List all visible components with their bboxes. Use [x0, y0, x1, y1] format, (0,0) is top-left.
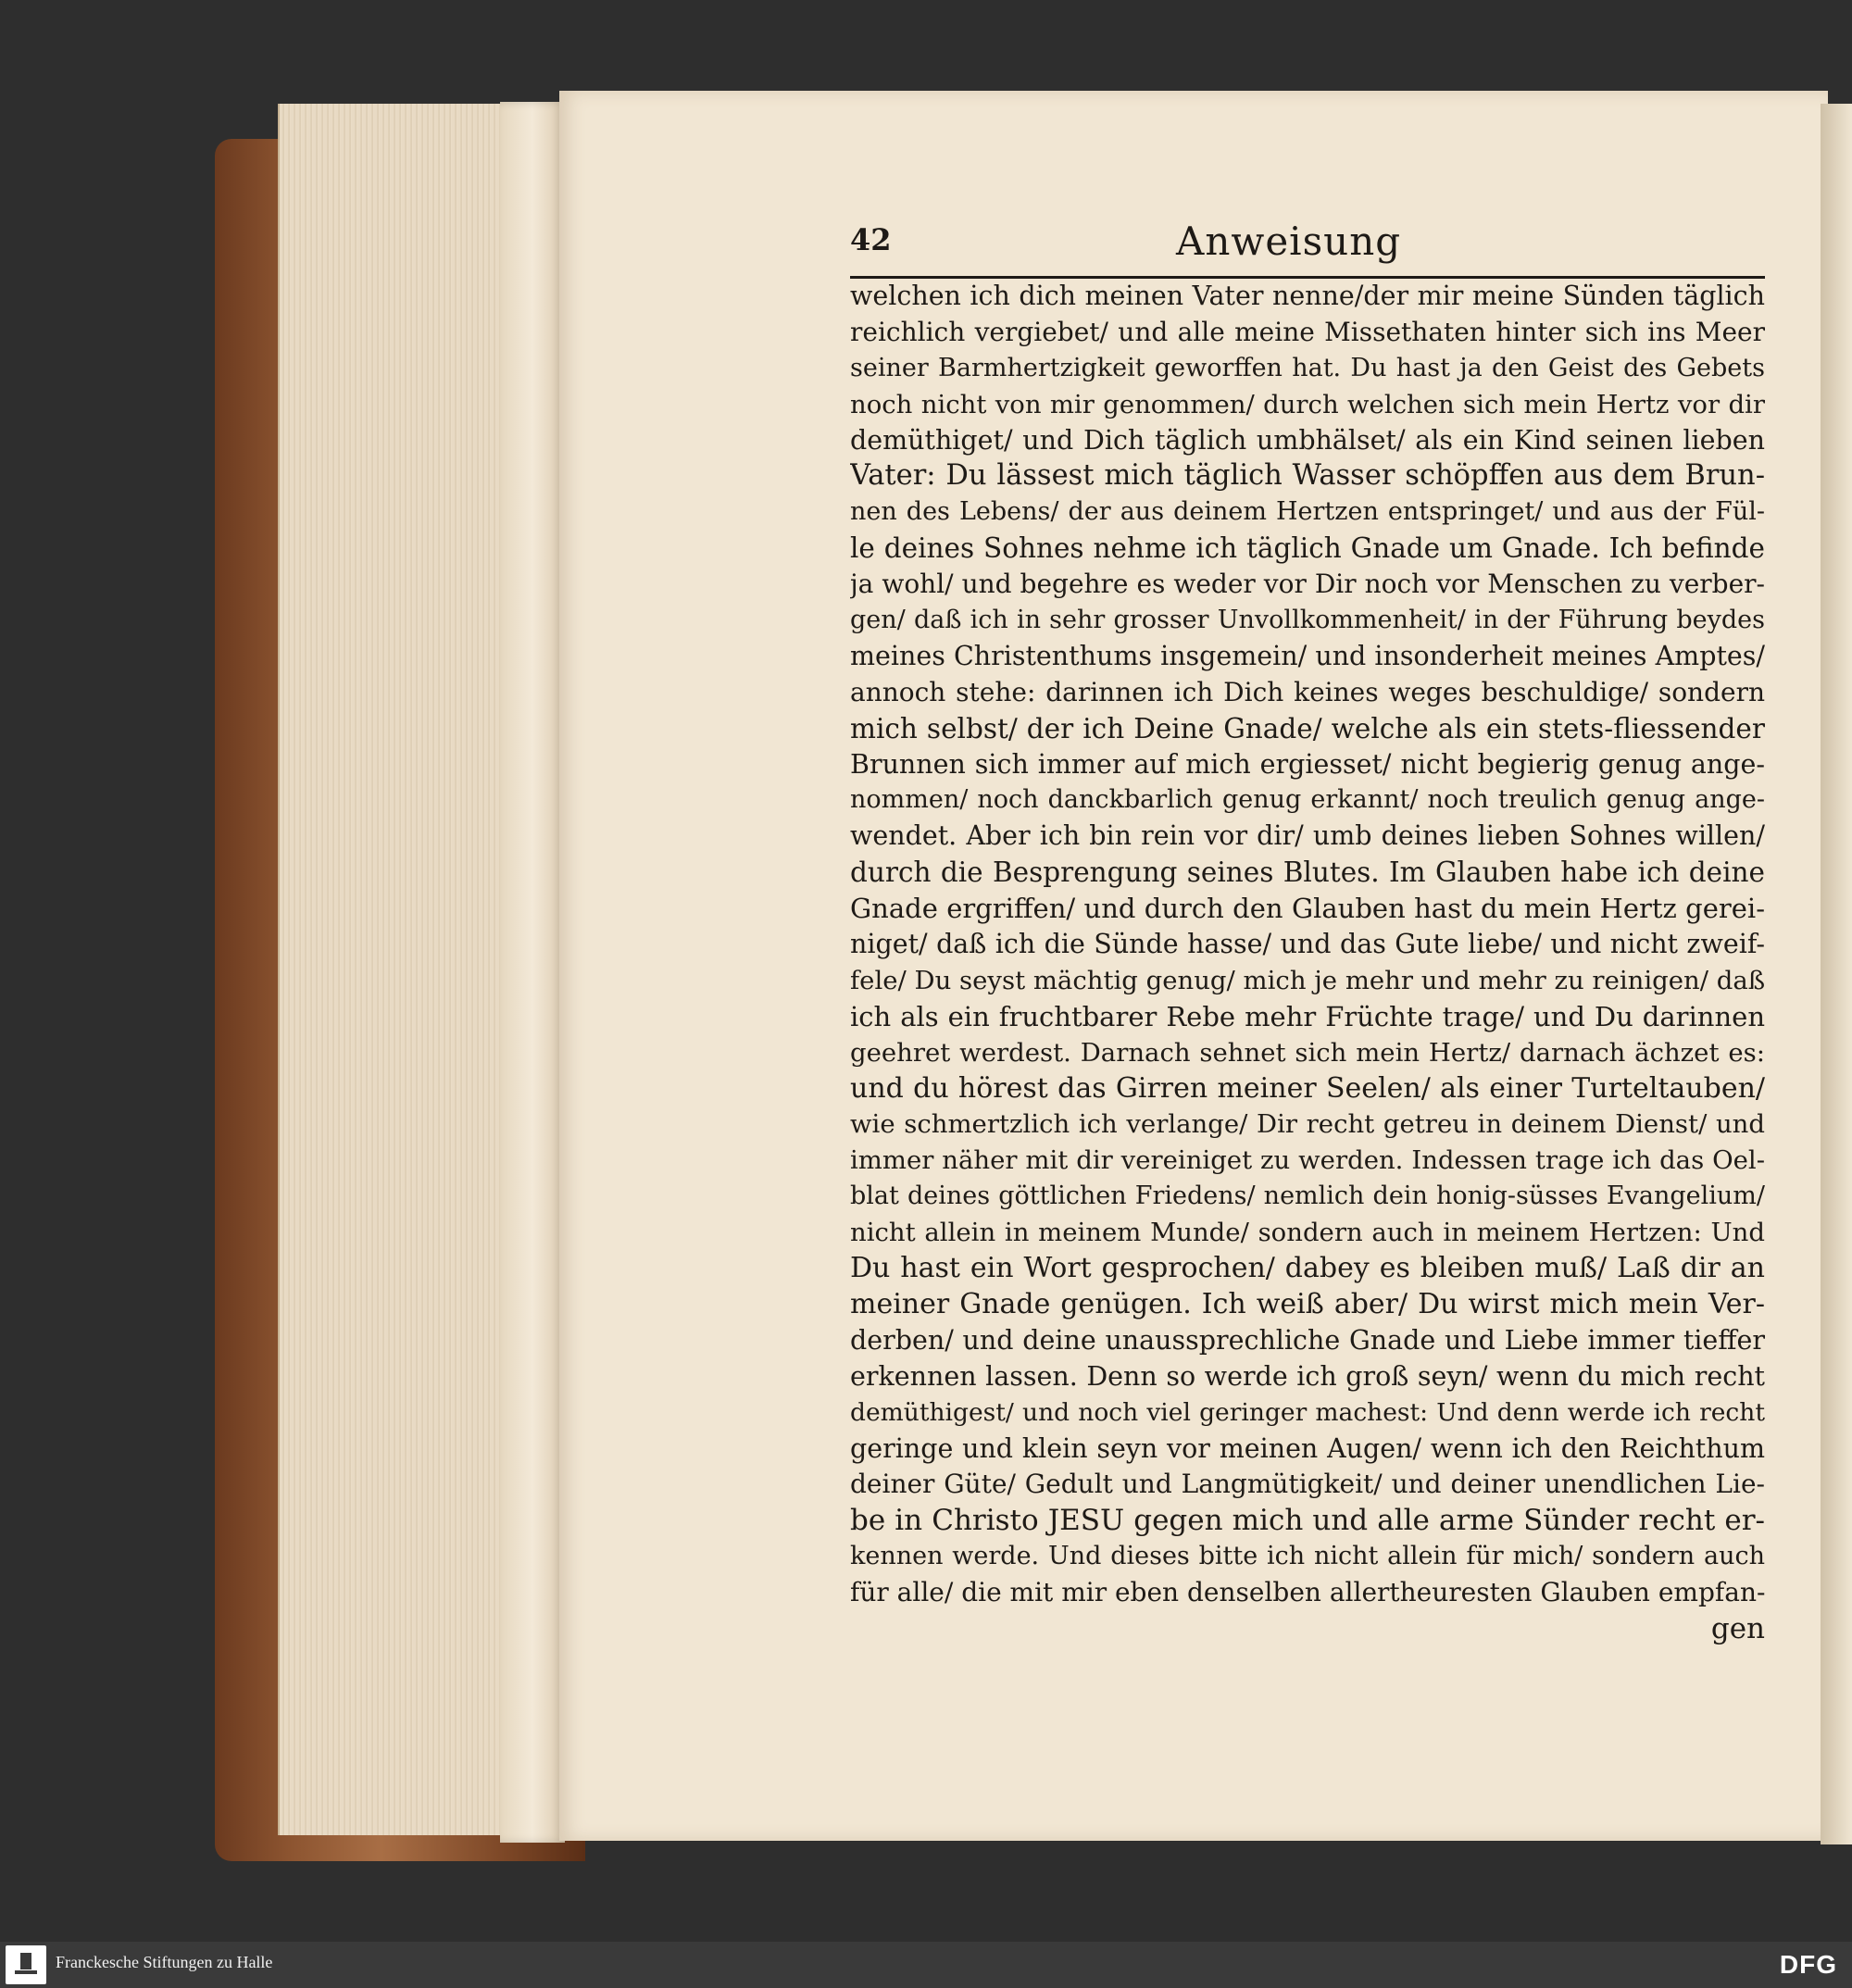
text-line: ich als ein fruchtbarer Rebe mehr Früchte trage/ und Du darinnen [850, 1000, 1765, 1032]
text-line: durch die Besprengung seines Blutes. Im Glauben habe ich deine [850, 856, 1765, 889]
text-line: gen/ daß ich in sehr grosser Unvollkommenheit/ in der Führung beydes [850, 606, 1765, 635]
institution-name: Franckesche Stiftungen zu Halle [56, 1953, 273, 1971]
text-line: blat deines göttlichen Friedens/ nemlich dein honig-süsses Evangelium/ [850, 1182, 1765, 1211]
text-line: wie schmertzlich ich verlange/ Dir recht getreu in deinem Dienst/ und [850, 1109, 1765, 1140]
page-text-block [850, 219, 1765, 1646]
text-line: Vater: Du lässest mich täglich Wasser schöpffen aus dem Brun- [850, 459, 1765, 493]
gutter-fold [500, 102, 565, 1843]
text-line: Brunnen sich immer auf mich ergiesset/ nicht begierig genug ange- [850, 748, 1765, 780]
text-line: be in Christo JESU gegen mich und alle arme Sünder recht er- [850, 1504, 1765, 1538]
text-line: reichlich vergiebet/ und alle meine Missethaten hinter sich ins Meer [850, 316, 1765, 347]
text-line: demüthigest/ und noch viel geringer machest: Und denn werde ich recht [850, 1397, 1765, 1427]
text-line: geehret werdest. Darnach sehnet sich mein Hertz/ darnach ächzet es: [850, 1037, 1765, 1068]
text-line: derben/ und deine unaussprechliche Gnade und Liebe immer tieffer [850, 1324, 1765, 1356]
text-line: meines Christenthums insgemein/ und insonderheit meines Amptes/ [850, 640, 1765, 671]
text-line: annoch stehe: darinnen ich Dich keines weges beschuldige/ sondern [850, 676, 1765, 707]
text-line: erkennen lassen. Denn so werde ich groß seyn/ wenn du mich recht [850, 1360, 1765, 1392]
text-line: nommen/ noch danckbarlich genug erkannt/ noch treulich genug ange- [850, 785, 1765, 815]
text-line: le deines Sohnes nehme ich täglich Gnade um Gnade. Ich befinde [850, 532, 1765, 565]
text-line: ja wohl/ und begehre es weder vor Dir noch vor Menschen zu verber- [850, 569, 1765, 600]
page-number: 42 [850, 222, 892, 257]
text-line: und du hörest das Girren meiner Seelen/ als einer Turteltauben/ [850, 1071, 1765, 1105]
text-line: fele/ Du seyst mächtig genug/ mich je mehr und mehr zu reinigen/ daß [850, 965, 1765, 995]
facing-page-edge [1821, 104, 1852, 1844]
text-line: seiner Barmhertzigkeit geworffen hat. Du hast ja den Geist des Gebets [850, 353, 1765, 382]
running-head-title: Anweisung [1176, 219, 1402, 264]
text-line: Du hast ein Wort gesprochen/ dabey es bleiben muß/ Laß dir an [850, 1252, 1765, 1285]
text-line: für alle/ die mit mir eben denselben allertheuresten Glauben empfan- [850, 1577, 1765, 1608]
institution-logo-icon [6, 1945, 46, 1984]
catchword: gen [1710, 1611, 1765, 1645]
text-line: demüthiget/ und Dich täglich umbhälset/ als ein Kind seinen lieben [850, 424, 1765, 456]
body-text [850, 279, 1765, 1611]
text-line: welchen ich dich meinen Vater nenne/der mir meine Sünden täglich [850, 281, 1765, 311]
text-line: mich selbst/ der ich Deine Gnade/ welche als ein stets-fliessender [850, 712, 1765, 744]
running-head [850, 219, 1765, 279]
text-line: niget/ daß ich die Sünde hasse/ und das Gute liebe/ und nicht zweif- [850, 929, 1765, 960]
text-line: meiner Gnade genügen. Ich weiß aber/ Du wirst mich mein Ver- [850, 1287, 1765, 1320]
text-line: nen des Lebens/ der aus deinem Hertzen entspringet/ und aus der Fül- [850, 497, 1765, 527]
text-line: immer näher mit dir vereiniget zu werden. Indessen trage ich das Oel- [850, 1145, 1765, 1176]
dfg-logo: DFG [1779, 1950, 1837, 1979]
text-line: noch nicht von mir genommen/ durch welchen sich mein Hertz vor dir [850, 389, 1765, 419]
text-line: nicht allein in meinem Munde/ sondern auch in meinem Hertzen: Und [850, 1218, 1765, 1248]
text-line: kennen werde. Und dieses bitte ich nicht allein für mich/ sondern auch [850, 1542, 1765, 1571]
text-line: wendet. Aber ich bin rein vor dir/ umb deines lieben Sohnes willen/ [850, 820, 1765, 852]
text-line: Gnade ergriffen/ und durch den Glauben hast du mein Hertz gerei- [850, 893, 1765, 925]
footer-bar [0, 1942, 1852, 1988]
text-line: geringe und klein seyn vor meinen Augen/ wenn ich den Reichthum [850, 1432, 1765, 1464]
text-line: deiner Güte/ Gedult und Langmütigkeit/ und deiner unendlichen Lie- [850, 1469, 1765, 1500]
